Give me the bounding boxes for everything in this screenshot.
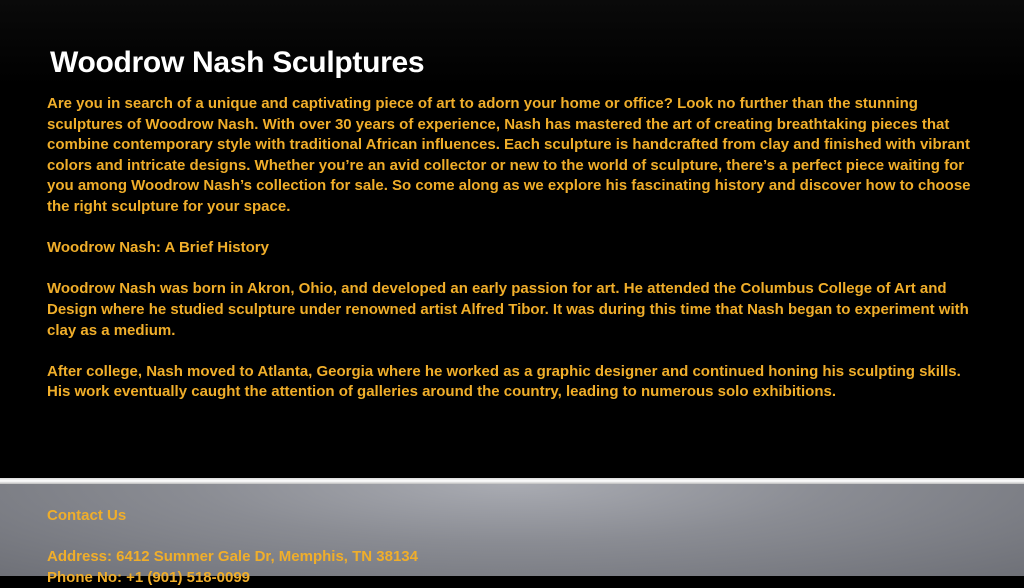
contact-address: Address: 6412 Summer Gale Dr, Memphis, TN 38134	[47, 548, 418, 566]
contact-phone: Phone No: +1 (901) 518-0099	[47, 568, 251, 586]
contact-heading: Contact Us	[47, 507, 127, 524]
history-paragraph: Woodrow Nash was born in Akron, Ohio, and developed an early passion for art. He attended the Columbus College of Art and Design where he studied sculpture under renowned artist Alfred Tibor. It was during this time that Nash began to experiment with clay as a medium.	[47, 280, 969, 339]
intro-paragraph: Are you in search of a unique and captivating piece of art to adorn your home or office? Look no further than the stunning sculptures of Woodrow Nash. With over 30 years of experience, Nash has mastered the art of creating breathtaking pieces that combine contemporary style with traditional African influences. Each sculpture is handcrafted from clay and finished with vibrant colors and intricate designs. Whether you’re an avid collector or new to the world of sculpture, there’s a perfect piece waiting for you among Woodrow Nash’s collection for sale. So come along as we explore his fascinating history and discover how to choose the right sculpture for your space.	[47, 95, 971, 215]
contact-block	[47, 506, 418, 588]
slide-title: Woodrow Nash Sculptures	[50, 46, 425, 79]
contact-spacer	[47, 527, 418, 548]
career-paragraph: After college, Nash moved to Atlanta, Georgia where he worked as a graphic designer and continued honing his sculpting skills. His work eventually caught the attention of galleries around the country, leading to numerous solo exhibitions.	[47, 362, 961, 401]
section-heading: Woodrow Nash: A Brief History	[47, 239, 269, 257]
slide-body	[47, 94, 982, 424]
contact-footer	[0, 484, 1024, 586]
